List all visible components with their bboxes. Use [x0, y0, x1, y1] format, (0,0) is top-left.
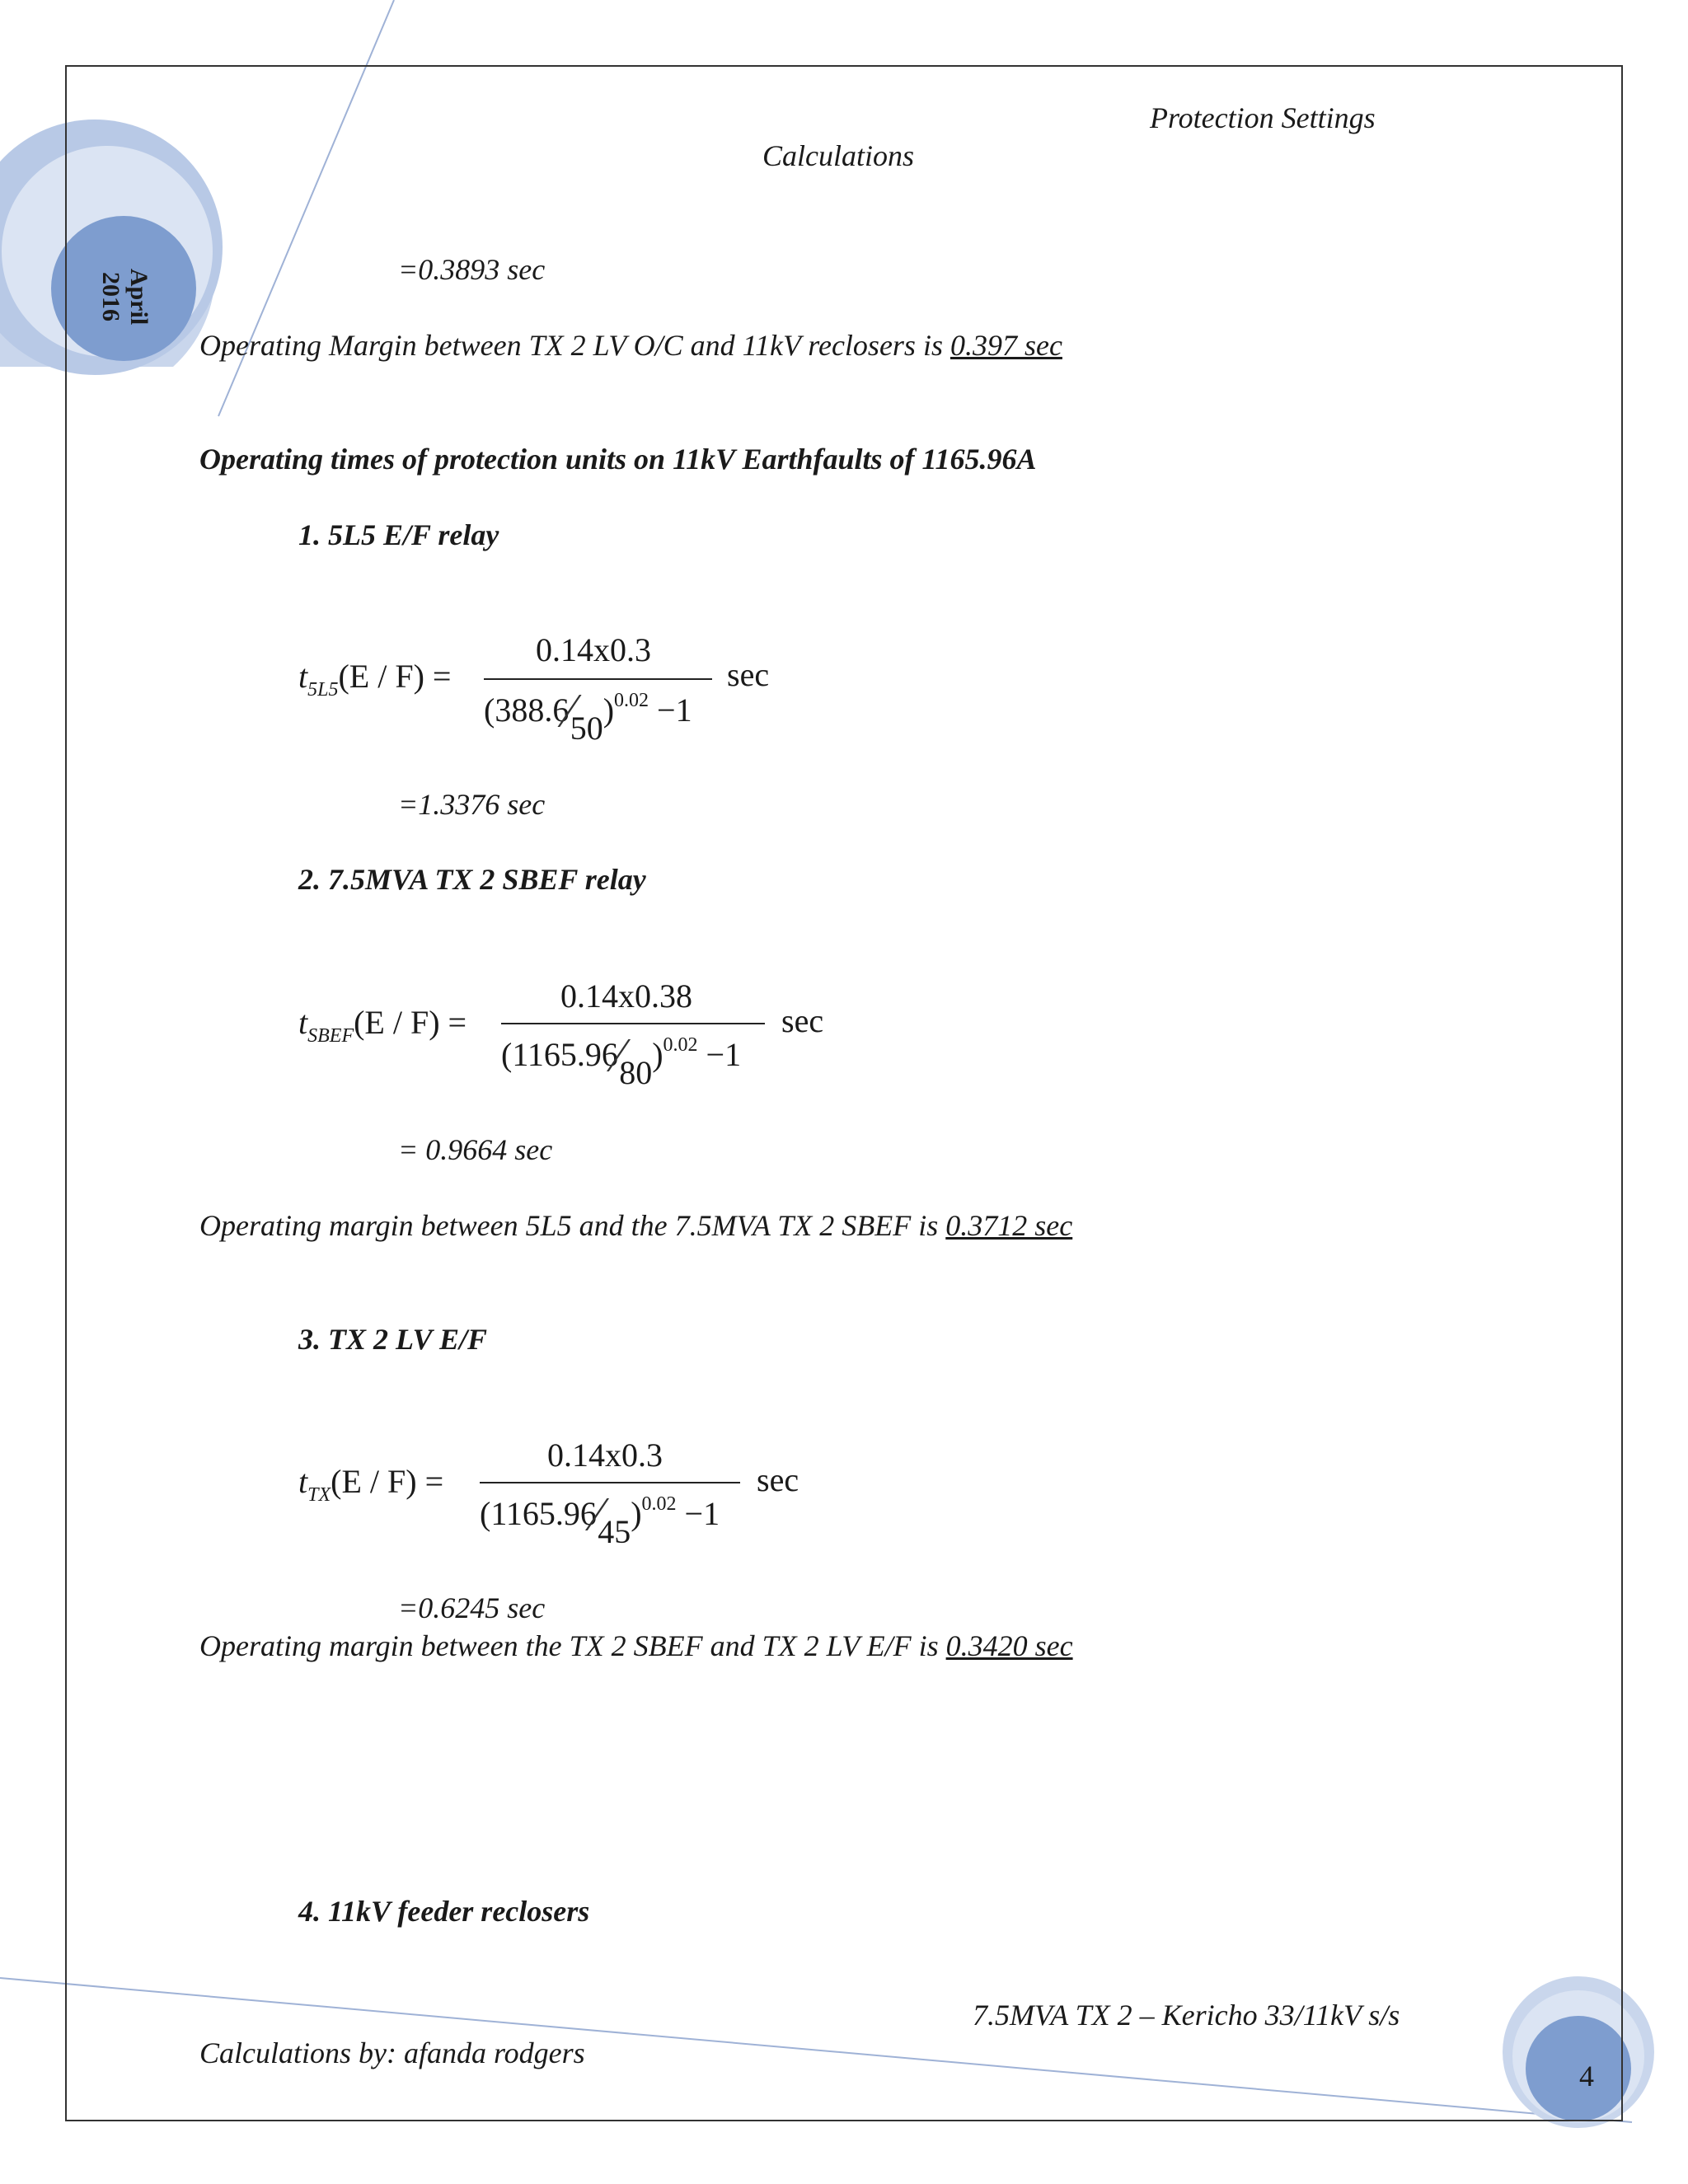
item-result-1: =1.3376 sec: [398, 788, 546, 821]
date-badge: [87, 255, 152, 338]
section-title: Operating times of protection units on 11kV Earthfaults of 1165.96A: [199, 443, 1037, 476]
formula-denominator: (1165.96⁄80)$^{0.02}$ −1: [501, 1029, 742, 1091]
header-title-center: Calculations: [762, 139, 915, 172]
margin-value-1: 0.3712 sec: [945, 1209, 1073, 1242]
badge-year: 2016: [97, 272, 124, 321]
item-result-3: =0.6245 sec: [398, 1591, 546, 1624]
formula-lhs: $t_{5L5}(E / F)$ =: [298, 658, 452, 701]
item-heading-2: 2. 7.5MVA TX 2 SBEF relay: [298, 863, 646, 896]
item-result-2: = 0.9664 sec: [398, 1133, 553, 1166]
header-title-right: Protection Settings: [1150, 101, 1376, 134]
badge-month: April: [125, 268, 152, 326]
formula-lhs: $t_{TX}(E / F)$ =: [298, 1463, 444, 1506]
margin-value-2: 0.3420 sec: [945, 1629, 1073, 1662]
formula-numerator: 0.14x0.3: [536, 631, 651, 668]
footer-title-right: 7.5MVA TX 2 – Kericho 33/11kV s/s: [973, 1999, 1400, 2032]
item-heading-4: 4. 11kV feeder reclosers: [298, 1895, 590, 1928]
formula-denominator: (388.6⁄50)$^{0.02}$ −1: [484, 684, 692, 747]
page-frame: [65, 65, 1623, 2121]
previous-margin-value: 0.397 sec: [950, 329, 1062, 362]
margin-line-2: [199, 1629, 1073, 1663]
previous-margin-text: Operating Margin between TX 2 LV O/C and 11kV reclosers is: [199, 329, 950, 362]
item-heading-3: 3. TX 2 LV E/F: [298, 1323, 488, 1356]
formula-denominator: (1165.96⁄45)$^{0.02}$ −1: [480, 1488, 720, 1550]
formula-unit: sec: [727, 656, 770, 693]
previous-result: =0.3893 sec: [398, 253, 546, 286]
formula-unit: sec: [781, 1002, 824, 1039]
margin-line-1: [199, 1208, 1072, 1243]
margin-text-1: Operating margin between 5L5 and the 7.5MVA TX 2 SBEF is: [199, 1209, 946, 1242]
footer-author: Calculations by: afanda rodgers: [199, 2036, 585, 2069]
formula-lhs: $t_{SBEF}(E / F)$ =: [298, 1004, 467, 1047]
formula-numerator: 0.14x0.38: [560, 977, 692, 1015]
previous-margin-line: [199, 328, 1062, 363]
item-heading-1: 1. 5L5 E/F relay: [298, 518, 499, 551]
formula-unit: sec: [757, 1461, 799, 1498]
page-number: 4: [1579, 2060, 1594, 2093]
margin-text-2: Operating margin between the TX 2 SBEF and TX 2 LV E/F is: [199, 1629, 946, 1662]
formula-numerator: 0.14x0.3: [547, 1436, 663, 1474]
